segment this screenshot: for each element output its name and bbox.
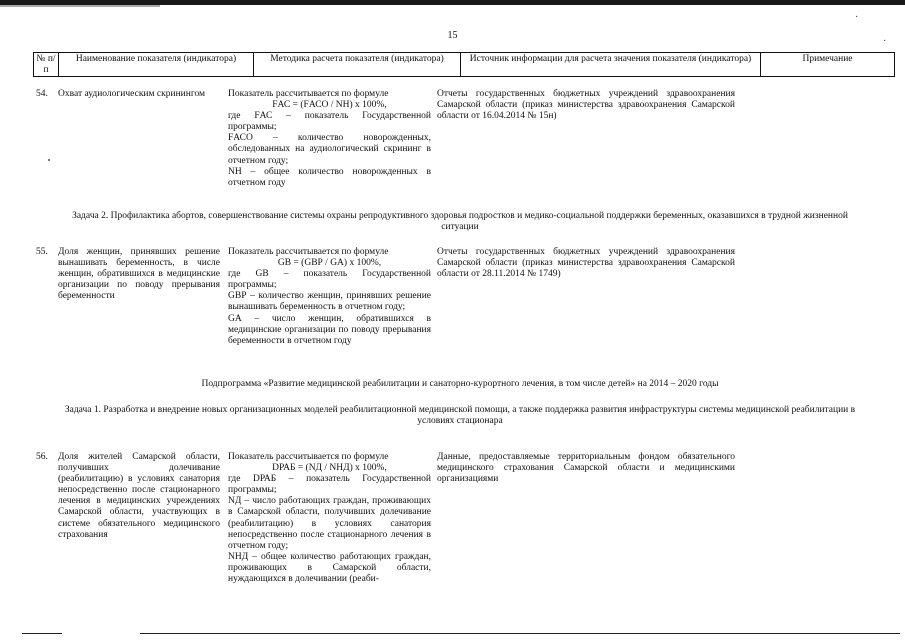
method-intro: Показатель рассчитывается по формуле (228, 247, 389, 257)
information-source: Отчеты государственных бюджетных учреждений здравоохранения Самарской области (приказ министерства здравоохранения Самарской области от 28.11.2014 № 1749) (437, 247, 735, 280)
table-header (33, 52, 895, 77)
scan-speck (48, 159, 50, 161)
scan-bottom-line (140, 633, 900, 634)
calculation-method (228, 89, 431, 189)
row-number: 54. (36, 89, 48, 99)
formula: FАС = (FАСО / NН) х 100%, (272, 100, 387, 111)
scan-edge-artifact (0, 5, 160, 7)
information-source: Отчеты государственных бюджетных учреждений здравоохранения Самарской области (приказ министерства здравоохранения Самарской области от 16.04.2014 № 15н) (437, 89, 735, 122)
formula: GВ = (GВР / GА) х 100%, (277, 258, 382, 269)
header-note: Примечание (802, 54, 853, 64)
formula-line: FАСО – количество новорожденных, обследованных на аудиологический скрининг в отчетном году; (228, 133, 431, 166)
header-source: Источник информации для расчета значения показателя (индикатора) (461, 53, 761, 76)
formula-line: NН – общее количество новорожденных в отчетном году (228, 166, 431, 188)
scan-bottom-line (22, 633, 62, 634)
header-name: Наименование показателя (индикатора) (59, 53, 254, 76)
formula-line: NД – число работающих граждан, проживающих в Самарской области, получивших долечивание (реабилитацию) в условиях санатория непосредственно после стационарного лечения в отчетном году; (228, 496, 431, 551)
formula: DРАБ = (NД / NНД) х 100%, (272, 463, 387, 474)
page-number: 15 (447, 30, 458, 41)
formula-line: где FАС – показатель Государственной программы; (228, 111, 431, 133)
method-intro: Показатель рассчитывается по формуле (228, 89, 389, 99)
formula-line: NНД – общее количество работающих граждан, проживающих в Самарской области, нуждающихся в долечивании (реаби- (228, 551, 431, 585)
indicator-name: Доля жителей Самарской области, получивших долечивание (реабилитацию) в условиях санатория непосредственно после стационарного лечения в медицинских учреждениях Самарской области, участвующих в системе обязательного медицинского страхования (58, 452, 220, 540)
row-number: 56. (36, 452, 48, 462)
header-method: Методика расчета показателя (индикатора) (254, 53, 461, 76)
subprogram-heading: Подпрограмма «Развитие медицинской реабилитации и санаторно-курортного лечения, в том числе детей» на 2014 – 2020 годы (201, 379, 719, 389)
header-num: № п/п (34, 53, 59, 76)
indicator-name: Доля женщин, принявших решение вынашивать беременность, в числе женщин, обратившихся в медицинские организации по поводу прерывания беременности (58, 247, 220, 302)
method-intro: Показатель рассчитывается по формуле (228, 452, 389, 462)
calculation-method (228, 247, 431, 347)
information-source: Данные, предоставляемые территориальным фондом обязательного медицинского страхования Самарской области и медицинскими организациями (437, 452, 735, 485)
formula-line: где GВ – показатель Государственной программы; (228, 269, 431, 291)
formula-line: GВР – количество женщин, принявших решение вынашивать беременность в отчетном году; (228, 291, 431, 313)
row-number: 55. (36, 247, 48, 257)
scan-speck: · (883, 36, 887, 47)
scan-speck: · (855, 12, 859, 23)
calculation-method (228, 452, 431, 585)
task-heading: Задача 1. Разработка и внедрение новых организационных моделей реабилитационной медицинской помощи, а также поддержка развития инфраструктуры системы медицинской реабилитации в условиях стационара (64, 405, 856, 427)
formula-line: GА – число женщин, обратившихся в медицинские организации по поводу прерывания беременности в отчетном году (228, 313, 431, 346)
task-heading: Задача 2. Профилактика абортов, совершенствование системы охраны репродуктивного здоровья подростков и медико-социальной поддержки беременных, оказавшихся в трудной жизненной ситуации (72, 211, 848, 233)
formula-line: где DРАБ – показатель Государственной программы; (228, 474, 431, 496)
indicator-name: Охват аудиологическим скринингом (58, 89, 206, 99)
